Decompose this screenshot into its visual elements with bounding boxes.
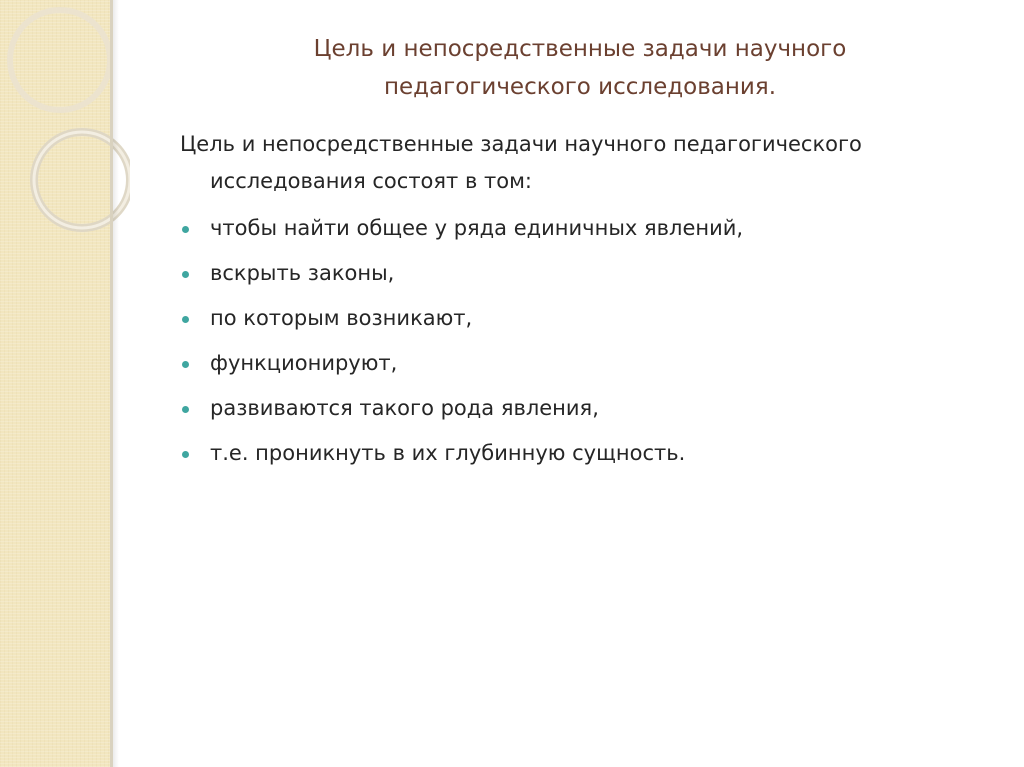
side-divider-shadow (113, 0, 119, 767)
intro-line-1: Цель и непосредственные задачи научного педагогического (180, 132, 862, 156)
list-item (180, 296, 980, 341)
bullet-dot-icon (182, 226, 189, 233)
bullet-text: чтобы найти общее у ряда единичных явлений, (210, 216, 744, 240)
bullet-text: вскрыть законы, (210, 261, 395, 285)
bullet-dot-icon (182, 271, 189, 278)
bullet-list (180, 206, 980, 476)
bullet-dot-icon (182, 361, 189, 368)
bullet-dot-icon (182, 451, 189, 458)
slide-title (230, 30, 930, 106)
list-item (180, 251, 980, 296)
bullet-text: по которым возникают, (210, 306, 473, 330)
title-line-2: педагогического исследования. (383, 74, 777, 100)
list-item (180, 206, 980, 251)
bullet-text: развиваются такого рода явления, (210, 396, 599, 420)
bullet-dot-icon (182, 316, 189, 323)
title-line-1: Цель и непосредственные задачи научного (313, 36, 847, 62)
intro-line-2: исследования состоят в том: (210, 169, 532, 193)
intro-paragraph (180, 126, 980, 200)
list-item (180, 341, 980, 386)
bullet-text: т.е. проникнуть в их глубинную сущность. (210, 441, 686, 465)
list-item (180, 386, 980, 431)
list-item (180, 431, 980, 476)
bullet-dot-icon (182, 406, 189, 413)
slide-body (180, 126, 980, 476)
bullet-text: функционируют, (210, 351, 398, 375)
